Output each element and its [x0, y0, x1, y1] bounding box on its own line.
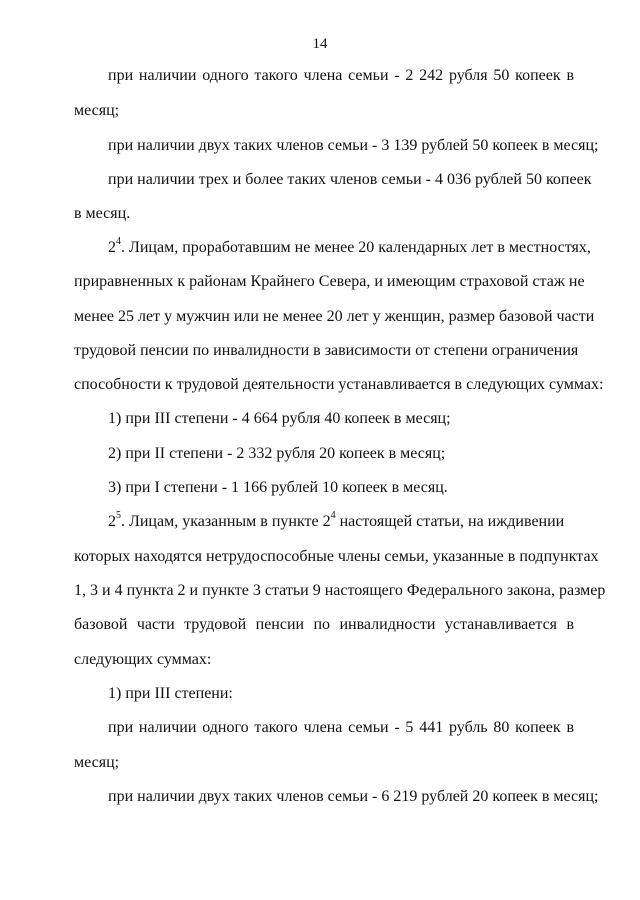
paragraph-number: 2: [108, 513, 116, 530]
text-line: при наличии двух таких членов семьи - 6 219 рублей 20 копеек в месяц;: [108, 788, 599, 805]
list-item: 1) при III степени - 4 664 рубля 40 копеек в месяц;: [108, 410, 451, 427]
text-line: при наличии одного такого члена семьи - 5 441 рубль 80 копеек в: [108, 719, 574, 736]
text-line: которых находятся нетрудоспособные члены семьи, указанные в подпунктах: [74, 548, 599, 565]
paragraph-number: 2: [108, 239, 116, 256]
text-line: способности к трудовой деятельности устанавливается в следующих суммах:: [74, 376, 604, 393]
superscript: 4: [116, 235, 121, 247]
text-line: трудовой пенсии по инвалидности в зависимости от степени ограничения: [74, 342, 579, 359]
paragraph-2-4-first-line: [108, 235, 591, 258]
list-item: 2) при II степени - 2 332 рубля 20 копеек в месяц;: [108, 445, 446, 462]
text-line: при наличии одного такого члена семьи - 2 242 рубля 50 копеек в: [108, 67, 574, 84]
text-line: в месяц.: [74, 205, 131, 222]
paragraph-2-5-first-line: [108, 509, 574, 532]
superscript: 5: [116, 509, 121, 521]
text-line: при наличии двух таких членов семьи - 3 139 рублей 50 копеек в месяц;: [108, 137, 599, 154]
text-line: 1, 3 и 4 пункта 2 и пункте 3 статьи 9 настоящего Федерального закона, размер: [74, 582, 606, 599]
text-line: менее 25 лет у мужчин или не менее 20 лет у женщин, размер базовой части: [74, 308, 595, 325]
text-line: при наличии трех и более таких членов семьи - 4 036 рублей 50 копеек: [108, 171, 592, 188]
text-span: . Лицам, указанным в пункте 2: [121, 513, 331, 530]
text-line: месяц;: [74, 102, 120, 119]
text-line: базовой части трудовой пенсии по инвалидности устанавливается в: [74, 616, 574, 633]
text-line: следующих суммах:: [74, 651, 212, 668]
page-number: 14: [312, 36, 328, 52]
text-span: настоящей статьи, на иждивении: [335, 513, 565, 530]
text-line: приравненных к районам Крайнего Севера, и имеющим страховой стаж не: [74, 273, 585, 290]
list-item: 3) при I степени - 1 166 рублей 10 копеек в месяц.: [108, 479, 448, 496]
list-item: 1) при III степени:: [108, 685, 233, 702]
superscript: 4: [330, 509, 336, 521]
text-line: месяц;: [74, 754, 120, 771]
text-span: . Лицам, проработавшим не менее 20 календарных лет в местностях,: [121, 239, 591, 256]
